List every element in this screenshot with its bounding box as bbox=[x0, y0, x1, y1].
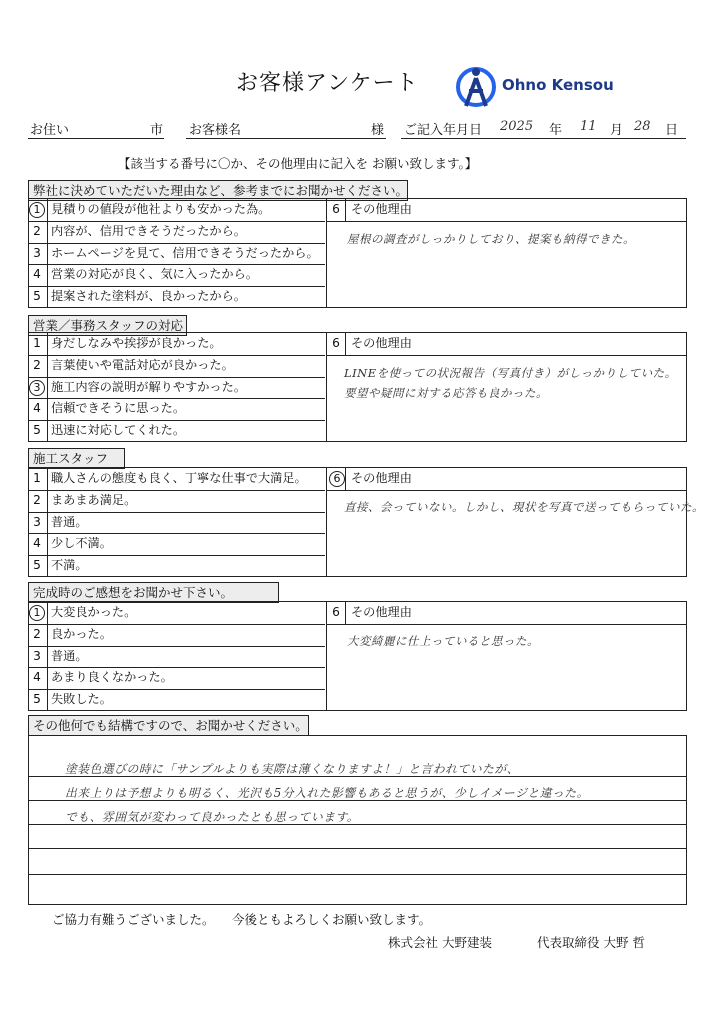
option-number: 4 bbox=[33, 670, 41, 685]
other-number: 6 bbox=[329, 471, 345, 487]
option-number: 5 bbox=[33, 558, 41, 573]
customer-name-label: お客様名 bbox=[189, 123, 242, 138]
option-number: 4 bbox=[33, 267, 41, 282]
comment-handwriting: 出来上りは予想よりも明るく、光沢も5分入れた影響もあると思うが、少しイメージと違った。 bbox=[65, 786, 589, 800]
day-value: 28 bbox=[634, 119, 651, 134]
option-row bbox=[29, 377, 325, 400]
year-value: 2025 bbox=[500, 119, 534, 134]
regards-text: 今後ともよろしくお願い致します。 bbox=[232, 912, 432, 927]
option-text: あまり良くなかった。 bbox=[51, 670, 173, 685]
other-reason-label: その他理由 bbox=[351, 202, 412, 216]
option-row bbox=[29, 420, 325, 442]
other-reason-label: その他理由 bbox=[351, 336, 412, 350]
option-text: 失敗した。 bbox=[51, 692, 112, 707]
option-text: 大変良かった。 bbox=[51, 605, 137, 619]
thanks-text: ご協力有難うございました。 bbox=[52, 912, 215, 927]
section-box-construction-staff bbox=[28, 467, 704, 577]
option-row bbox=[29, 199, 325, 222]
logo-text: Ohno Kensou bbox=[502, 76, 614, 94]
option-row bbox=[29, 355, 325, 378]
option-number: 1 bbox=[33, 471, 41, 485]
option-number: 4 bbox=[33, 536, 41, 551]
option-number: 1 bbox=[29, 202, 45, 218]
other-reason-handwriting: 屋根の調査がしっかりしており、提案も納得できた。 bbox=[347, 232, 635, 246]
month-label: 月 bbox=[610, 123, 624, 138]
city-suffix: 市 bbox=[150, 123, 164, 138]
company-logo bbox=[452, 64, 657, 110]
section-heading-construction-staff: 施工スタッフ bbox=[28, 448, 125, 469]
year-label: 年 bbox=[549, 123, 563, 138]
option-text: 言葉使いや電話対応が良かった。 bbox=[51, 357, 234, 372]
option-text: 不満。 bbox=[51, 558, 88, 573]
option-text: 信頼できそうに思った。 bbox=[51, 401, 186, 416]
option-number: 2 bbox=[33, 626, 41, 641]
month-value: 11 bbox=[580, 119, 597, 134]
option-text: 提案された塗料が、良かったから。 bbox=[51, 289, 246, 304]
option-row bbox=[29, 468, 325, 491]
option-row bbox=[29, 264, 325, 287]
option-number: 3 bbox=[33, 245, 41, 260]
option-row bbox=[29, 243, 325, 266]
option-text: 内容が、信用できそうだったから。 bbox=[51, 223, 246, 238]
section-heading-impression: 完成時のご感想をお聞かせ下さい。 bbox=[28, 582, 279, 603]
option-text: 迅速に対応してくれた。 bbox=[51, 423, 186, 438]
option-text: 少し不満。 bbox=[51, 536, 112, 551]
option-text: ホームページを見て、信用できそうだったから。 bbox=[51, 245, 319, 260]
date-underline bbox=[401, 138, 686, 139]
option-number: 4 bbox=[33, 401, 41, 416]
section-heading-reasons: 弊社に決めていただいた理由など、参考までにお聞かせください。 bbox=[28, 180, 408, 201]
option-number: 2 bbox=[33, 357, 41, 372]
company-name: 株式会社 大野建装 bbox=[388, 935, 492, 950]
option-text: 身だしなみや挨拶が良かった。 bbox=[51, 336, 222, 350]
other-number: 6 bbox=[332, 202, 340, 216]
option-row bbox=[29, 689, 325, 711]
option-number: 1 bbox=[29, 605, 45, 621]
honorific: 様 bbox=[371, 123, 385, 138]
other-reason-label: その他理由 bbox=[351, 471, 412, 485]
logo-mark-icon bbox=[452, 64, 500, 110]
option-number: 3 bbox=[33, 648, 41, 663]
free-comment-box bbox=[28, 735, 687, 905]
option-text: 普通。 bbox=[51, 514, 88, 529]
option-row bbox=[29, 533, 325, 556]
option-row bbox=[29, 555, 325, 577]
option-number: 5 bbox=[33, 423, 41, 438]
option-number: 3 bbox=[29, 380, 45, 396]
other-reason-header bbox=[327, 602, 686, 625]
option-text: 職人さんの態度も良く、丁寧な仕事で大満足。 bbox=[51, 471, 307, 485]
option-number: 5 bbox=[33, 289, 41, 304]
other-reason-header bbox=[327, 199, 686, 222]
section-heading-free-comment: その他何でも結構ですので、お聞かせください。 bbox=[28, 715, 309, 736]
option-text: 営業の対応が良く、気に入ったから。 bbox=[51, 267, 258, 282]
section-box-sales-staff bbox=[28, 332, 687, 442]
option-row bbox=[29, 490, 325, 513]
representative-name: 代表取締役 大野 哲 bbox=[537, 935, 645, 950]
date-label: ご記入年月日 bbox=[404, 123, 483, 138]
option-number: 2 bbox=[33, 223, 41, 238]
option-row bbox=[29, 602, 325, 625]
section-box-reasons bbox=[28, 198, 687, 308]
comment-handwriting: 塗装色選びの時に「サンプルよりも実際は薄くなりますよ！」と言われていたが、 bbox=[65, 762, 519, 776]
other-reason-label: その他理由 bbox=[351, 605, 412, 619]
address-label: お住い bbox=[30, 123, 70, 138]
option-text: 施工内容の説明が解りやすかった。 bbox=[51, 379, 246, 394]
option-row bbox=[29, 221, 325, 244]
other-reason-handwriting: 直接、会っていない。しかし、現状を写真で送ってもらっていた。 bbox=[344, 500, 704, 514]
instruction-text: 【該当する番号に〇か、その他理由に記入を お願い致します。】 bbox=[118, 156, 478, 171]
name-underline bbox=[186, 138, 386, 139]
option-number: 3 bbox=[33, 514, 41, 529]
option-row bbox=[29, 646, 325, 669]
option-number: 1 bbox=[33, 336, 41, 350]
other-number: 6 bbox=[332, 336, 340, 350]
page-title: お客様アンケート bbox=[236, 71, 419, 96]
day-label: 日 bbox=[665, 123, 679, 138]
option-number: 5 bbox=[33, 692, 41, 707]
other-reason-handwriting: LINEを使っての状況報告（写真付き）がしっかりしていた。 bbox=[344, 366, 677, 380]
option-text: 良かった。 bbox=[51, 626, 112, 641]
section-heading-sales-staff: 営業／事務スタッフの対応 bbox=[28, 315, 187, 336]
section-box-impression bbox=[28, 601, 687, 711]
other-reason-handwriting: 要望や疑問に対する応答も良かった。 bbox=[344, 386, 548, 400]
option-row bbox=[29, 512, 325, 535]
option-text: 普通。 bbox=[51, 648, 88, 663]
other-reason-handwriting: 大変綺麗に仕上っていると思った。 bbox=[347, 634, 539, 648]
option-row bbox=[29, 333, 325, 356]
address-underline bbox=[28, 138, 164, 139]
option-text: まあまあ満足。 bbox=[51, 492, 137, 507]
other-number: 6 bbox=[332, 605, 340, 619]
option-row bbox=[29, 286, 325, 308]
other-reason-header bbox=[327, 468, 686, 491]
option-text: 見積りの値段が他社よりも安かった為。 bbox=[51, 202, 271, 216]
option-number: 2 bbox=[33, 492, 41, 507]
comment-handwriting: でも、雰囲気が変わって良かったとも思っています。 bbox=[65, 810, 360, 824]
option-row bbox=[29, 667, 325, 690]
other-reason-header bbox=[327, 333, 686, 356]
option-row bbox=[29, 624, 325, 647]
option-row bbox=[29, 398, 325, 421]
